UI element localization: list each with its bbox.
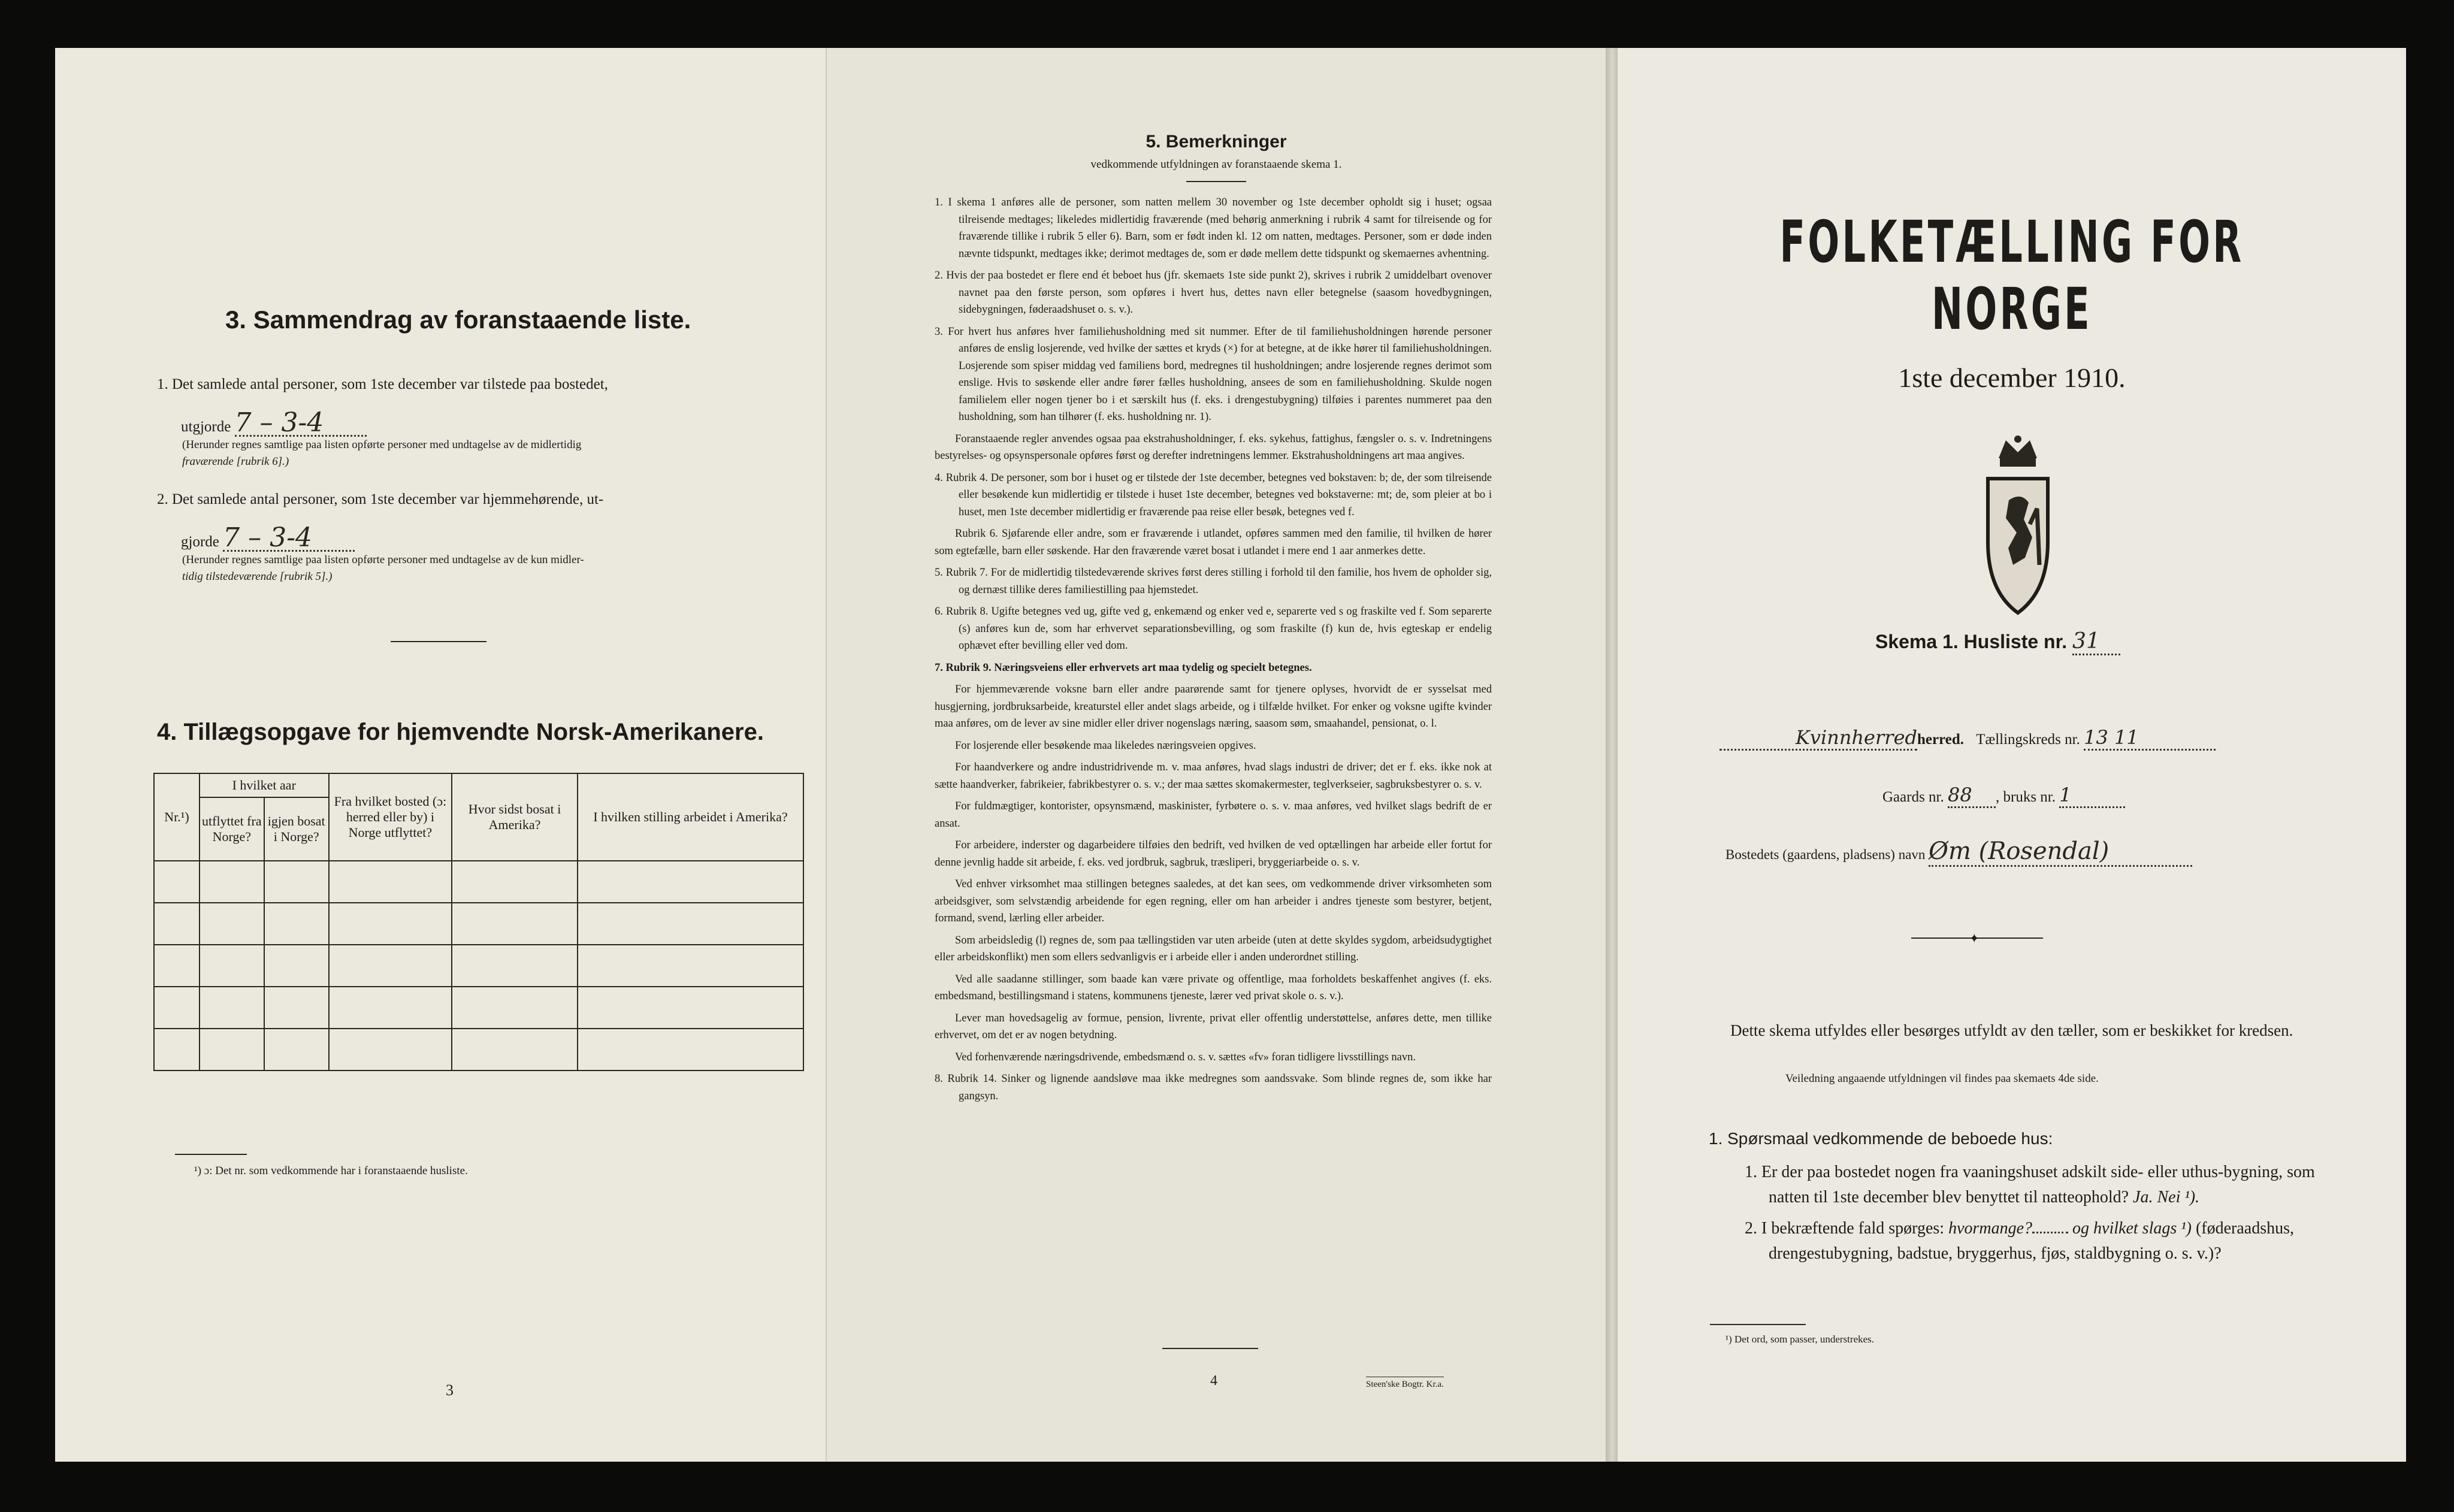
divider bbox=[1186, 181, 1246, 182]
question-1: 1. Er der paa bostedet nogen fra vaaningshuset adskilt side- eller uthus-bygning, som natten til 1ste december blev benyttet til natteophold? Ja. Nei ¹). bbox=[1745, 1163, 2315, 1206]
remark-3: 3. For hvert hus anføres hver familiehusholdning med sit nummer. Efter de til familiehusholdningen hørende personer anføres de enslig losjerende, ved hvilke der sættes et kryds (×) for at betegne, at de ikke hører til familiehusholdningen. Losjerende som spiser middag ved familiens bord, medregnes til husholdningen; andre losjerende regnes derimot som enslige. Hvis to søskende eller andre fører fælles husholdning, ansees de som en familiehusholdning. Skulde nogen familielem eller nogen tjener bo i et særskilt hus (f. eks. i drengestubygning) tilføies i parentes nummeret paa den husholdning, som han tilhører (f. eks. husholdning nr. 1). bbox=[935, 325, 1492, 423]
remark-7c: For losjerende eller besøkende maa likeledes næringsveien opgives. bbox=[955, 739, 1256, 752]
bruks-value: 1 bbox=[2059, 784, 2125, 808]
section-4-title: 4. Tillægsopgave for hjemvendte Norsk-Amerikanere. bbox=[157, 719, 764, 745]
footnote: ¹) Det ord, som passer, understrekes. bbox=[1725, 1333, 1875, 1345]
divider bbox=[1162, 1348, 1258, 1349]
item1-note1: (Herunder regnes samtlige paa listen opførte personer med undtagelse av de midlertidig bbox=[182, 439, 582, 451]
item2-note1: (Herunder regnes samtlige paa listen opførte personer med undtagelse av de kun midler- bbox=[182, 554, 584, 566]
remark-3b: Foranstaaende regler anvendes ogsaa paa ekstrahusholdninger, f. eks. sykehus, fattighus, fængsler o. s. v. Indretningens bestyrelses- og opsynspersonale opføres først og derefter indretningens lemmer. Ekstrahusholdningens art maa angives. bbox=[935, 433, 1492, 462]
remark-7f: For arbeidere, inderster og dagarbeidere tilføies den bedrift, ved hvilken de ved optællingen har arbeide eller fortut for denne jevnlig hadde sit arbeide, f. eks. ved jordbruk, sagbruk, træsliperi, bryggeriarbeide o. s. v. bbox=[935, 839, 1492, 869]
page-fold-right bbox=[1606, 48, 1619, 1462]
col-group-year: I hvilket aar bbox=[200, 773, 329, 797]
printer-mark: Steen'ske Bogtr. Kr.a. bbox=[1366, 1377, 1444, 1390]
page-4-remarks bbox=[827, 48, 1606, 1462]
herred-line: Kvinnherredherred. Tællingskreds nr. 13 11 bbox=[1719, 726, 2216, 751]
table-row bbox=[154, 903, 803, 945]
norwegian-coat-of-arms-icon bbox=[1964, 434, 2072, 626]
footnote-rule bbox=[1710, 1324, 1806, 1325]
section-3-title: 3. Sammendrag av foranstaaende liste. bbox=[225, 306, 691, 334]
table-row bbox=[154, 861, 803, 903]
page-number: 3 bbox=[446, 1381, 454, 1399]
item1-note2: fraværende [rubrik 6].) bbox=[182, 455, 289, 468]
table-row bbox=[154, 987, 803, 1029]
page-1-cover bbox=[1618, 48, 2406, 1462]
bosted-value: Øm (Rosendal) bbox=[1929, 837, 2192, 867]
item1-line1: 1. Det samlede antal personer, som 1ste december var tilstede paa bostedet, bbox=[157, 376, 608, 392]
page-3-summary bbox=[55, 48, 826, 1462]
remark-7k: Ved forhenværende næringsdrivende, embedsmænd o. s. v. sættes «fv» foran tidligere livsstillings navn. bbox=[955, 1051, 1416, 1063]
husliste-nr-value: 31 bbox=[2072, 629, 2120, 655]
gaards-value: 88 bbox=[1948, 784, 1996, 808]
divider bbox=[391, 641, 486, 642]
item2-note2: tidig tilstedeværende [rubrik 5].) bbox=[182, 570, 333, 583]
remark-4: 4. Rubrik 4. De personer, som bor i huset og er tilstede der 1ste december, betegnes ved bokstaven: b; de, der som tilreisende eller besøkende kun midlertidig er tilstede i huset 1ste december, betegnes ved bokstaverne: mt; de, som pleier at bo i huset, men 1ste december midlertidig er fraværende paa reise eller besøk, betegnes ved f. bbox=[935, 471, 1492, 518]
question-1-answer: Ja. Nei ¹). bbox=[2133, 1188, 2200, 1206]
item2-line1: 2. Det samlede antal personer, som 1ste december var hjemmehørende, ut- bbox=[157, 491, 604, 507]
remark-7: 7. Rubrik 9. Næringsveiens eller erhvervets art maa tydelig og specielt betegnes. bbox=[935, 661, 1312, 674]
remarks-body bbox=[935, 194, 1492, 1109]
remark-7d: For haandverkere og andre industridrivende m. v. maa anføres, hvad slags industri de driver; det er f. eks. ikke nok at sætte haandverker, fabrikeier, fabrikbestyrer o. s. v.; der maa sættes skomakermester, teglverkseier, sagbruksbestyrer o. s. v. bbox=[935, 761, 1492, 791]
remark-7i: Ved alle saadanne stillinger, som baade kan være private og offentlige, maa forholdets beskaffenhet angives (f. eks. embedsmand, bestillingsmand i statens, kommunens tjeneste, lærer ved privat skole o. s. v.). bbox=[935, 973, 1492, 1002]
table-row bbox=[154, 1029, 803, 1071]
instruction-1: Dette skema utfyldes eller besørges utfyldt av den tæller, som er beskikket for kredsen. bbox=[1730, 1021, 2293, 1039]
table-row bbox=[154, 945, 803, 987]
col-bosted: Fra hvilket bosted (ɔ: herred eller by) i Norge utflyttet? bbox=[329, 773, 452, 861]
skema-label: Skema 1. Husliste nr. 31 bbox=[1875, 629, 2120, 655]
norsk-amerikanere-table bbox=[153, 773, 804, 1071]
remark-1: 1. I skema 1 anføres alle de personer, som natten mellem 30 november og 1ste december opholdt sig i huset; ogsaa tilreisende medtages; likeledes midlertidig fraværende (med behørig anmerkning i rubrik 4 samt for tilreisende og for fraværende tillike i rubrik 5 eller 6). Barn, som er født inden kl. 12 om natten, medtages. Personer, som er døde inden nævnte tidspunkt, medtages ikke; derimot medtages de, som er døde mellem dette tidspunkt og skemaernes avhentning. bbox=[935, 196, 1492, 260]
item2-label: gjorde 7 – 3-4 bbox=[181, 526, 355, 552]
bosted-line: Bostedets (gaardens, pladsens) navn Øm (Rosendal) bbox=[1725, 837, 2192, 867]
col-igjen-bosat: igjen bosat i Norge? bbox=[264, 797, 329, 861]
instruction-2: Veiledning angaaende utfyldningen vil findes paa skemaets 4de side. bbox=[1785, 1072, 2099, 1085]
main-title: FOLKETÆLLING FOR NORGE bbox=[1779, 208, 2244, 343]
item1-label: utgjorde 7 – 3-4 bbox=[181, 411, 367, 437]
remark-6: 6. Rubrik 8. Ugifte betegnes ved ug, gifte ved g, enkemænd og enker ved e, separerte ved s og fraskilte ved f. Som separerte (s) anføres kun de, som har erhvervet separationsbevilling, og som fraskilte (f) kun de, hvis egteskap er endelig ophævet efter bevilling eller ved dom. bbox=[935, 606, 1492, 652]
remark-7j: Lever man hovedsagelig av formue, pension, livrente, privat eller offentlig understøttelse, anføres dette, men tillike erhvervet, om det er av nogen betydning. bbox=[935, 1012, 1492, 1041]
footnote-rule bbox=[175, 1154, 247, 1155]
gaards-line: Gaards nr. 88 , bruks nr. 1 bbox=[1882, 784, 2125, 808]
krets-value: 13 11 bbox=[2084, 726, 2216, 751]
questions bbox=[1709, 1126, 2326, 1266]
remark-5: 5. Rubrik 7. For de midlertidig tilstedeværende skrives først deres stilling i forhold til den familie, hos hvem de opholder sig, og dernæst tillike deres familiestilling paa hjemstedet. bbox=[935, 567, 1492, 596]
remark-7b: For hjemmeværende voksne barn eller andre paarørende samt for tjenere oplyses, hvorvidt de er sysselsat med husgjerning, jordbruksarbeide, kreaturstel eller andet slags arbeide, og i tilfælde hvilket. For enker og voksne ugifte kvinder maa anføres, om de lever av sine midler eller driver nogenslags næring, saasom søm, smaahandel, pensionat, o. l. bbox=[935, 684, 1492, 730]
remarks-subtitle: vedkommende utfyldningen av foranstaaende skema 1. bbox=[1090, 158, 1342, 171]
item1-handwritten-value: 7 – 3-4 bbox=[235, 411, 367, 437]
remark-7g: Ved enhver virksomhet maa stillingen betegnes saaledes, at det kan sees, om vedkommende driver virksomheten som arbeidsgiver, som selvstændig arbeidende for egen regning, eller om han arbeider i andres tjeneste som bestyrer, betjent, formand, svend, lærling eller arbeider. bbox=[935, 878, 1492, 924]
divider-ornament-icon: ✦ bbox=[1969, 931, 1980, 946]
remark-7e: For fuldmægtiger, kontorister, opsynsmænd, maskinister, fyrbøtere o. s. v. maa anføres, ved hvilket slags bedrift de er ansat. bbox=[935, 800, 1492, 830]
page-number: 4 bbox=[1210, 1373, 1217, 1389]
col-sidst-bosat: Hvor sidst bosat i Amerika? bbox=[452, 773, 578, 861]
col-nr: Nr.¹) bbox=[154, 773, 200, 861]
col-stilling: I hvilken stilling arbeidet i Amerika? bbox=[578, 773, 803, 861]
remarks-title: 5. Bemerkninger bbox=[1146, 132, 1287, 152]
remark-7h: Som arbeidsledig (l) regnes de, som paa tællingstiden var uten arbeide (uten at dette skyldes sygdom, arbeidsudygtighet eller arbeidskonflikt) men som ellers sedvanligvis er i arbeide eller i anden underordnet stilling. bbox=[935, 934, 1492, 963]
footnote: ¹) ɔ: Det nr. som vedkommende har i foranstaaende husliste. bbox=[194, 1165, 468, 1177]
question-heading: 1. Spørsmaal vedkommende de beboede hus: bbox=[1709, 1129, 2053, 1148]
col-utflyttet: utflyttet fra Norge? bbox=[200, 797, 264, 861]
item2-handwritten-value: 7 – 3-4 bbox=[223, 526, 355, 552]
herred-value: Kvinnherred bbox=[1719, 726, 1917, 751]
remark-8: 8. Rubrik 14. Sinker og lignende aandsløve maa ikke medregnes som aandssvake. Som blinde regnes de, som ikke har gangsyn. bbox=[935, 1073, 1492, 1102]
question-2: 2. I bekræftende fald spørges: hvormange? og hvilket slags ¹) (føderaadshus, drengestubygning, badstue, bryggerhus, fjøs, staldbygning o. s. v.)? bbox=[1745, 1219, 2295, 1263]
census-date: 1ste december 1910. bbox=[1898, 362, 2126, 393]
remark-2: 2. Hvis der paa bostedet er flere end ét beboet hus (jfr. skemaets 1ste side punkt 2), skrives i rubrik 2 umiddelbart ovenover navnet paa den første person, som opføres i hvert hus, dettes navn eller betegnelse (saasom hovedbygningen, sidebygningen, føderaadshuset o. s. v.). bbox=[935, 270, 1492, 316]
remark-4b: Rubrik 6. Sjøfarende eller andre, som er fraværende i utlandet, opføres sammen med den familie, til hvilken de hører som egtefælle, barn eller søskende. Har den fraværende været bosat i utlandet i mere end 1 aar anmerkes dette. bbox=[935, 528, 1492, 557]
